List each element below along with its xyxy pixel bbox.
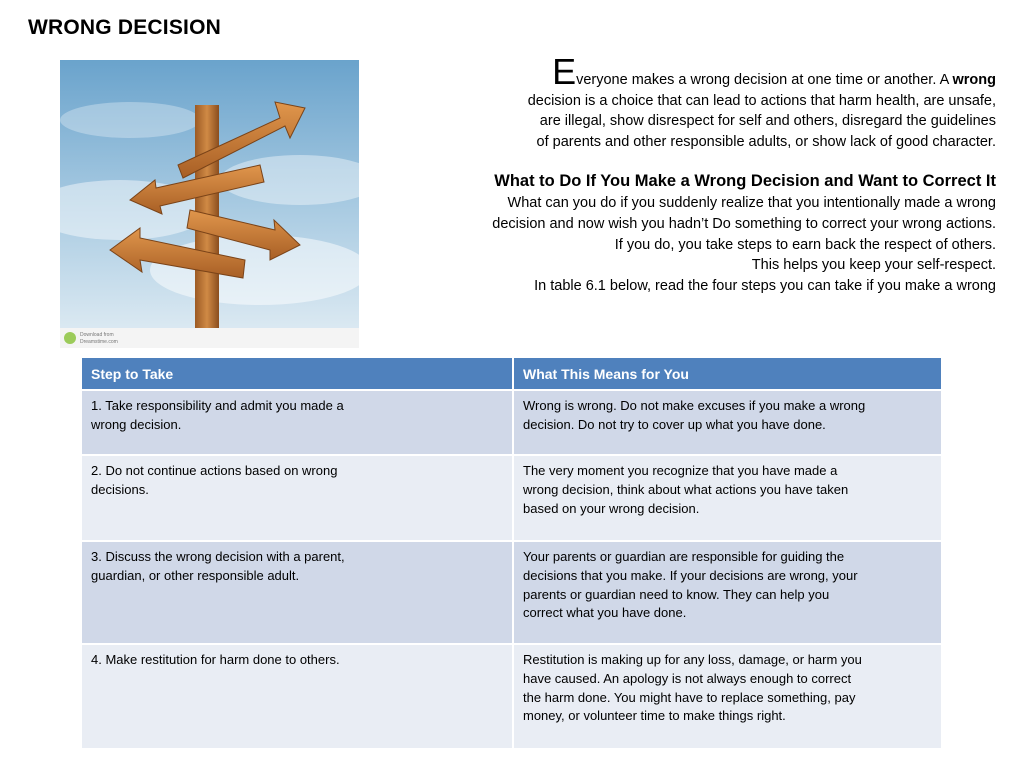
meaning-cell: The very moment you recognize that you have made a wrong decision, think about what actions you have taken based on your wrong decision.: [513, 455, 942, 541]
step-cell: 1. Take responsibility and admit you made a wrong decision.: [82, 390, 513, 455]
keyword-wrong: wrong: [952, 72, 996, 88]
header-step: Step to Take: [82, 358, 513, 390]
meaning-cell: Wrong is wrong. Do not make excuses if you make a wrong decision. Do not try to cover up what you have done.: [513, 390, 942, 455]
table-row: [82, 644, 942, 748]
table-header-row: [82, 358, 942, 390]
signpost-illustration: [60, 60, 359, 348]
drop-cap: E: [552, 51, 577, 92]
section-subheading: What to Do If You Make a Wrong Decision and Want to Correct It: [494, 172, 996, 191]
meaning-cell: Your parents or guardian are responsible for guiding the decisions that you make. If your decisions are wrong, your parents or guardian need to know. They can help you correct what you have done.: [513, 541, 942, 644]
signpost-image: [60, 60, 359, 348]
table-row: [82, 390, 942, 455]
meaning-cell: Restitution is making up for any loss, damage, or harm you have caused. An apology is not always enough to correct the harm done. You might have to replace something, pay money, or volunteer time to make things right.: [513, 644, 942, 748]
intro-text: [436, 51, 996, 296]
table-row: [82, 455, 942, 541]
steps-table: [82, 358, 943, 748]
watermark-line-1: Download from: [80, 332, 114, 338]
step-cell: 3. Discuss the wrong decision with a parent, guardian, or other responsible adult.: [82, 541, 513, 644]
step-cell: 2. Do not continue actions based on wrong decisions.: [82, 455, 513, 541]
slide-title: WRONG DECISION: [28, 16, 221, 39]
intro-first-line: [436, 51, 996, 92]
watermark-line-2: Dreamstime.com: [80, 339, 118, 345]
header-meaning: What This Means for You: [513, 358, 942, 390]
definition-text: decision is a choice that can lead to actions that harm health, are unsafe, are illegal, show disrespect for self and others, disregard the guidelines of parents and other responsible adults, or show lack of good character.: [527, 92, 996, 150]
table-row: [82, 541, 942, 644]
section-body: What can you do if you suddenly realize that you intentionally made a wrong decision and now wish you hadn’t Do something to correct your wrong actions. If you do, you take steps to earn back the respect of others. This helps you keep your self-respect. In table 6.1 below, read the four steps you can take if you make a wrong: [492, 195, 996, 294]
intro-line1: veryone makes a wrong decision at one time or another. A: [576, 72, 953, 88]
step-cell: 4. Make restitution for harm done to others.: [82, 644, 513, 748]
